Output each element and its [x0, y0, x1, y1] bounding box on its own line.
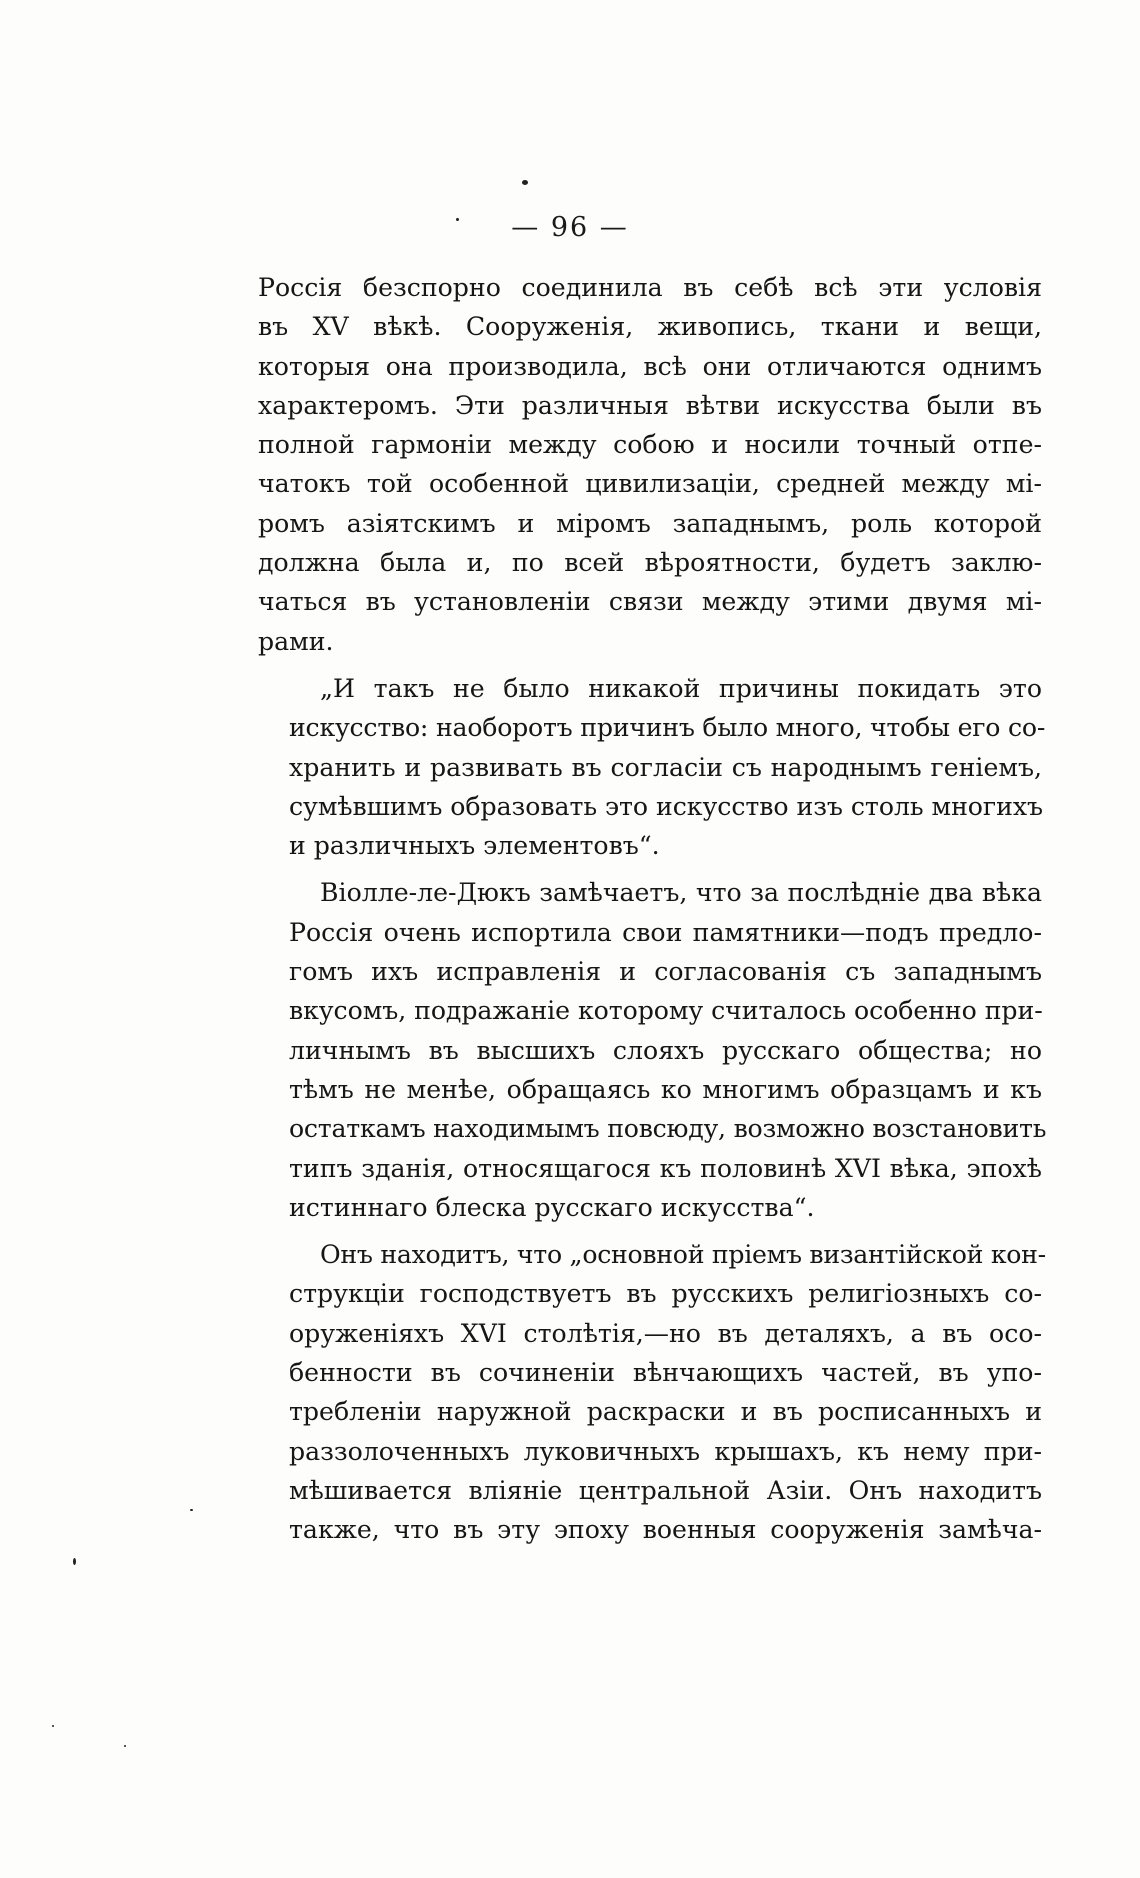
- scan-speck: [73, 1558, 76, 1565]
- text-line: истиннаго блеска русскаго искусства“.: [289, 1192, 815, 1222]
- text-line: „И такъ не было никакой причины покидать это: [320, 673, 1042, 703]
- text-line: въ XV вѣкѣ. Сооруженія, живопись, ткани и вещи,: [258, 312, 1042, 342]
- paragraph-1: [258, 268, 1042, 661]
- scan-speck: [52, 1725, 54, 1727]
- text-line: характеромъ. Эти различныя вѣтви искусства были въ: [258, 390, 1042, 420]
- text-line: остаткамъ находимымъ повсюду, возможно возстановить: [289, 1114, 1047, 1144]
- page-number: — 96 —: [511, 212, 629, 243]
- text-line: сумѣвшимъ образовать это искусство изъ столь многихъ: [289, 791, 1043, 821]
- text-line: тѣмъ не менѣе, обращаясь ко многимъ образцамъ и къ: [289, 1074, 1042, 1104]
- text-line: Онъ находитъ, что „основной пріемъ византійской кон-: [320, 1240, 1046, 1270]
- text-line: рами.: [258, 626, 334, 656]
- text-line: бенности въ сочиненіи вѣнчающихъ частей, въ упо-: [289, 1358, 1042, 1388]
- body-text: [258, 268, 1047, 1558]
- text-line: требленіи наружной раскраски и въ росписанныхъ и: [289, 1397, 1042, 1427]
- text-line: чатокъ той особенной цивилизаціи, средней между мі-: [258, 469, 1042, 499]
- paragraph-2: [258, 669, 1046, 865]
- text-line: Віолле-ле-Дюкъ замѣчаетъ, что за послѣдніе два вѣка: [320, 878, 1042, 908]
- paragraph-3: [258, 873, 1047, 1227]
- text-line: должна была и, по всей вѣроятности, будетъ заклю-: [258, 548, 1042, 578]
- text-line: гомъ ихъ исправленія и согласованія съ западнымъ: [289, 957, 1042, 987]
- text-line: ромъ азіятскимъ и міромъ западнымъ, роль которой: [258, 508, 1042, 538]
- text-line: раззолоченныхъ луковичныхъ крышахъ, къ нему при-: [289, 1436, 1042, 1466]
- text-line: личнымъ въ высшихъ слояхъ русскаго общества; но: [289, 1035, 1042, 1065]
- text-line: хранить и развивать въ согласіи съ народнымъ геніемъ,: [289, 752, 1042, 782]
- text-line: Россія безспорно соединила въ себѣ всѣ эти условія: [258, 273, 1042, 302]
- paragraph-4: [258, 1235, 1046, 1549]
- scan-speck: [456, 218, 459, 221]
- scan-speck: [522, 180, 528, 185]
- text-line: оруженіяхъ XVI столѣтія,—но въ деталяхъ, а въ осо-: [289, 1318, 1042, 1348]
- text-line: струкціи господствуетъ въ русскихъ религіозныхъ со-: [289, 1279, 1042, 1309]
- scan-speck: [124, 1745, 126, 1747]
- text-line: мѣшивается вліяніе центральной Азіи. Онъ находитъ: [289, 1475, 1042, 1505]
- text-line: которыя она производила, всѣ они отличаются однимъ: [258, 351, 1042, 381]
- text-line: полной гармоніи между собою и носили точный отпе-: [258, 430, 1042, 460]
- text-line: искусство: наоборотъ причинъ было много, чтобы его со-: [289, 713, 1046, 743]
- text-line: и различныхъ элементовъ“.: [289, 831, 660, 861]
- text-line: вкусомъ, подражаніе которому считалось особенно при-: [289, 996, 1043, 1026]
- text-line: чаться въ установленіи связи между этими двумя мі-: [258, 587, 1042, 617]
- text-line: также, что въ эту эпоху военныя сооруженія замѣча-: [289, 1515, 1042, 1545]
- text-line: Россія очень испортила свои памятники—подъ предло-: [289, 917, 1042, 947]
- scan-speck: [190, 1509, 193, 1511]
- text-line: типъ зданія, относящагося къ половинѣ XVI вѣка, эпохѣ: [289, 1153, 1042, 1183]
